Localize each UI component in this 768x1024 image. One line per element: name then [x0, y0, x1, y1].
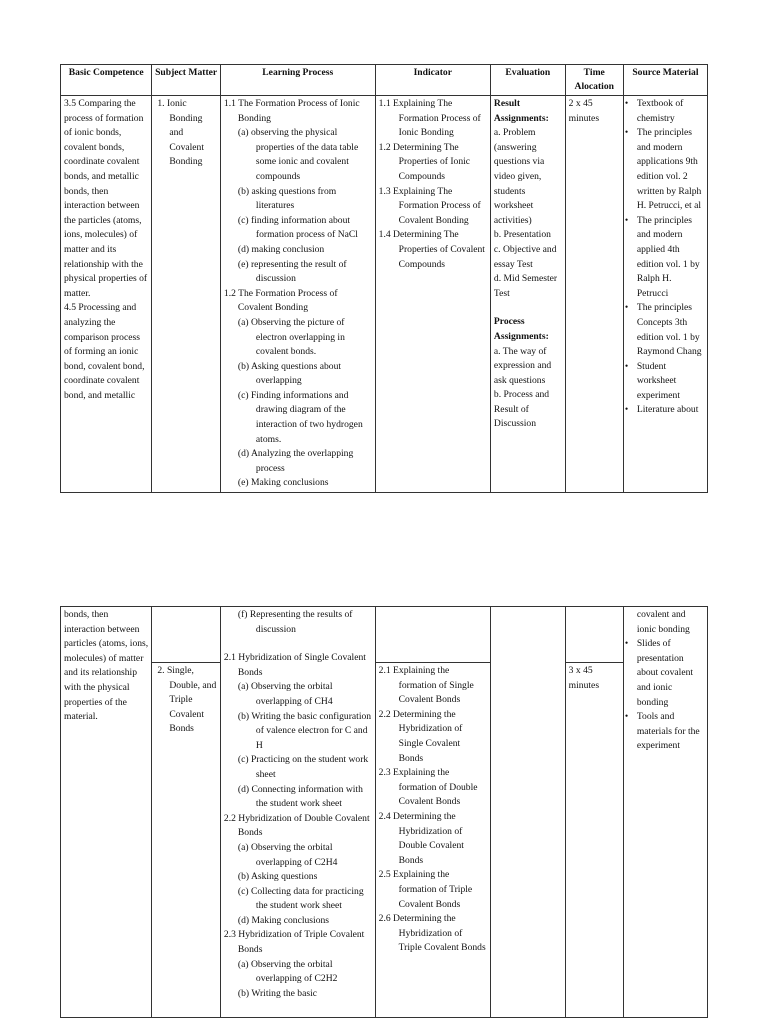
learning-substep: (b) asking questions from literatures [237, 185, 337, 212]
source-text: Textbook of chemistry [636, 98, 684, 124]
learning-substep: (e) representing the result of discussion [237, 258, 347, 285]
indicator-cell [375, 607, 490, 663]
learning-substep: (b) Writing the basic [237, 987, 318, 999]
table-row [61, 607, 708, 663]
learning-step-heading: 2.2 Hybridization of Double Covalent Bonds [223, 812, 370, 839]
table-row [61, 96, 708, 493]
source-text: Literature about [636, 404, 699, 416]
source-cell [623, 96, 707, 493]
syllabus-table-page-1 [60, 64, 708, 493]
table-row [61, 663, 708, 1018]
indicator-item: 1.3 Explaining The Formation Process of Covalent Bonding [378, 185, 481, 226]
learning-substep: (a) Observing the picture of electron overlapping in covalent bonds. [237, 316, 345, 358]
learning-substep: (b) Asking questions about overlapping [237, 360, 342, 387]
result-assignment-item: d. Mid Semester Test [493, 273, 558, 299]
source-text: The principles and modern applied 4th edition vol. 1 by Ralph H. Petrucci [636, 214, 700, 299]
source-text: Tools and materials for the experiment [636, 711, 700, 752]
header-indicator: Indicator [375, 65, 490, 96]
learning-substep: (a) Observing the orbital overlapping of C2H4 [237, 841, 338, 868]
indicator-item: 1.1 Explaining The Formation Process of Ionic Bonding [378, 98, 481, 139]
source-item [627, 608, 704, 637]
result-assignment-item: c. Objective and essay Test [493, 243, 557, 270]
header-learning-process: Learning Process [220, 65, 375, 96]
indicator-item: 2.6 Determining the Hybridization of Triple Covalent Bonds [378, 913, 486, 954]
indicator-item: 2.3 Explaining the formation of Double Covalent Bonds [378, 767, 478, 808]
time-cell [565, 607, 623, 663]
learning-cell [220, 96, 375, 493]
time-allocation-text: 2 x 45 minutes [568, 98, 600, 124]
source-text: covalent and ionic bonding [636, 609, 690, 635]
process-assignments-title: Process Assignments: [493, 316, 549, 342]
learning-substep: (c) Finding informations and drawing diagram of the interaction of two hydrogen atoms. [237, 389, 363, 445]
evaluation-cell [490, 607, 565, 1018]
indicator-item: 2.1 Explaining the formation of Single Covalent Bonds [378, 665, 474, 706]
subject-text: 2. Single, Double, and Triple Covalent Bonds [157, 665, 217, 735]
source-item [624, 214, 704, 302]
subject-cell [152, 96, 221, 493]
header-source-material: Source Material [623, 65, 707, 96]
source-item [624, 360, 704, 404]
subject-cell [152, 607, 221, 663]
time-cell [565, 663, 623, 1018]
indicator-item: 1.2 Determining The Properties of Ionic Compounds [378, 141, 471, 182]
result-assignment-item: b. Presentation [493, 229, 551, 241]
learning-step-heading: 2.3 Hybridization of Triple Covalent Bonds [223, 929, 365, 956]
syllabus-table-page-2 [60, 606, 708, 1018]
table-header-row [61, 65, 708, 96]
learning-step-heading: 1.1 The Formation Process of Ionic Bonding [223, 98, 360, 124]
result-assignments-title: Result Assignments: [493, 98, 549, 124]
result-assignment-item: a. Problem (answering questions via video given, students worksheet activities) [493, 127, 545, 226]
learning-substep: (b) Asking questions [237, 871, 318, 883]
time-cell [565, 96, 623, 493]
learning-cell [220, 607, 375, 1018]
source-item [624, 301, 704, 359]
source-text: Slides of presentation about covalent and ionic bonding [636, 638, 694, 708]
bullet-icon: • [624, 711, 629, 723]
indicator-cell [375, 663, 490, 1018]
learning-substep: (d) making conclusion [237, 243, 325, 255]
indicator-item: 2.4 Determining the Hybridization of Double Covalent Bonds [378, 810, 464, 866]
source-item [624, 403, 704, 418]
source-item [624, 126, 704, 214]
indicator-item: 1.4 Determining The Properties of Covalent Compounds [378, 229, 485, 270]
learning-substep: (a) observing the physical properties of the data table some ionic and covalent compounds [237, 127, 359, 182]
source-text: The principles and modern applications 9th edition vol. 2 written by Ralph H. Petrucci, et al [636, 127, 702, 212]
learning-substep: (c) Practicing on the student work sheet [237, 754, 369, 780]
process-assignment-item: a. The way of expression and ask questions [493, 345, 552, 386]
learning-substep: (c) Collecting data for practicing the student work sheet [237, 885, 364, 912]
competence-text: 4.5 Processing and analyzing the comparison process of forming an ionic bond, covalent bond, coordinate covalent bond, and metallic [64, 302, 145, 401]
time-allocation-text: 3 x 45 minutes [568, 665, 600, 691]
indicator-cell [375, 96, 490, 493]
bullet-icon: • [624, 638, 629, 650]
learning-step-heading: 2.1 Hybridization of Single Covalent Bonds [223, 652, 366, 678]
subject-cell [152, 663, 221, 1018]
source-text: The principles Concepts 3th edition vol. 1 by Raymond Chang [636, 302, 702, 358]
bullet-icon: • [624, 127, 629, 139]
spacer [224, 637, 372, 651]
learning-substep: (d) Connecting information with the student work sheet [237, 783, 363, 810]
source-item [624, 710, 704, 754]
learning-substep: (d) Analyzing the overlapping process [237, 448, 354, 474]
learning-substep: (e) Making conclusions [237, 477, 329, 489]
learning-substep: (a) Observing the orbital overlapping of C2H2 [237, 958, 338, 985]
learning-substep: (c) finding information about formation process of NaCl [237, 214, 358, 241]
competence-cell [61, 607, 152, 1018]
header-basic-competence: Basic Competence [61, 65, 152, 96]
header-evaluation: Evaluation [490, 65, 565, 96]
learning-step-heading: 1.2 The Formation Process of Covalent Bonding [223, 287, 338, 314]
competence-text: bonds, then interaction between particles (atoms, ions, molecules) of matter and its relationship with the physical properties of the material. [64, 609, 149, 723]
evaluation-cell [490, 96, 565, 493]
bullet-icon: • [624, 360, 629, 372]
competence-cell [61, 96, 152, 493]
process-assignment-item: b. Process and Result of Discussion [493, 389, 550, 430]
bullet-icon: • [624, 98, 629, 109]
learning-substep: (f) Representing the results of discussion [237, 609, 353, 635]
source-cell [623, 607, 707, 1018]
bullet-icon: • [624, 214, 629, 226]
header-subject-matter: Subject Matter [152, 65, 221, 96]
learning-substep: (d) Making conclusions [237, 914, 330, 926]
source-item [624, 97, 704, 126]
learning-substep: (b) Writing the basic configuration of valence electron for C and H [237, 710, 372, 751]
subject-text: 1. Ionic Bonding and Covalent Bonding [157, 98, 205, 168]
bullet-icon: • [624, 302, 629, 314]
indicator-item: 2.5 Explaining the formation of Triple Covalent Bonds [378, 869, 473, 910]
learning-substep: (a) Observing the orbital overlapping of CH4 [237, 681, 333, 707]
source-text: Student worksheet experiment [636, 360, 680, 401]
source-item [624, 637, 704, 710]
bullet-icon: • [624, 404, 629, 416]
header-time-allocation: Time Alocation [565, 65, 623, 96]
indicator-item: 2.2 Determining the Hybridization of Single Covalent Bonds [378, 708, 463, 764]
competence-text: 3.5 Comparing the process of formation of ionic bonds, covalent bonds, coordinate covalent bonds, and metallic bonds, then interaction between the particles (atoms, ions, molecules) of matter and its relationship with the physical properties of matter. [64, 98, 148, 299]
